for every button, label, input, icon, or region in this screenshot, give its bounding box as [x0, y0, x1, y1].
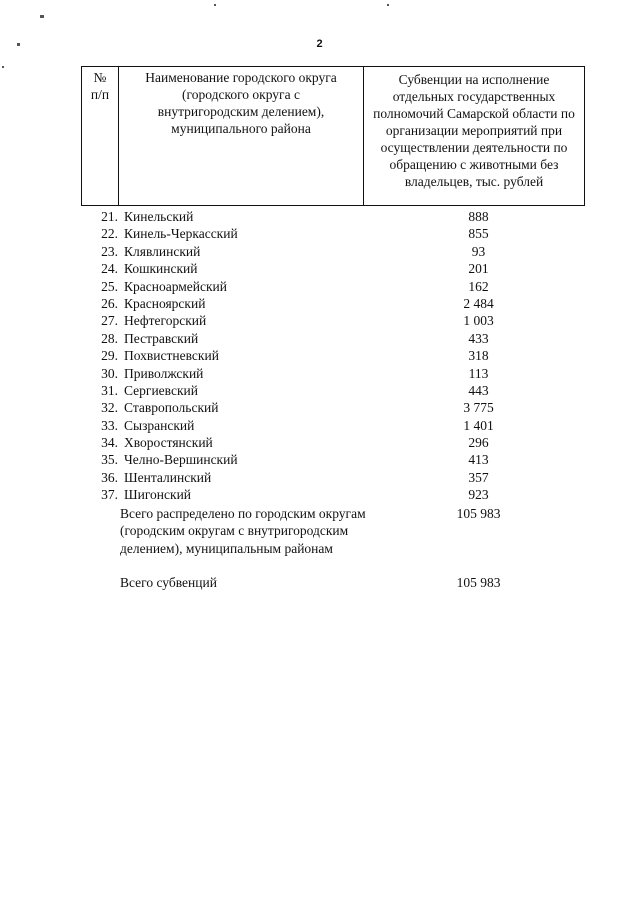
table-row [0, 486, 639, 503]
row-value: 2 484 [463, 295, 494, 311]
row-number: 31. [101, 382, 118, 398]
row-value: 923 [468, 487, 489, 503]
table-row [0, 451, 639, 468]
table-row [0, 208, 639, 225]
row-value: 1 003 [463, 313, 494, 329]
row-value: 443 [468, 382, 489, 398]
row-name: Приволжский [124, 365, 204, 381]
row-name: Шигонский [124, 487, 192, 503]
header-name: Наименование городского округа (городского округа с внутригородским делением), муниципального района [119, 67, 364, 206]
page-number: 2 [316, 38, 323, 50]
row-name: Сызранский [124, 417, 195, 433]
row-name: Красноярский [124, 295, 206, 311]
row-number: 36. [101, 469, 118, 485]
row-value: 1 401 [463, 417, 494, 433]
table-row [0, 347, 639, 364]
row-value: 318 [468, 348, 489, 364]
row-number: 37. [101, 487, 118, 503]
row-number: 25. [101, 278, 118, 294]
total-subventions-value: 105 983 [456, 575, 501, 590]
row-name: Клявлинский [124, 243, 201, 259]
row-value: 3 775 [463, 400, 494, 416]
row-number: 34. [101, 435, 118, 451]
row-value: 855 [468, 226, 489, 242]
row-name: Хворостянский [124, 435, 213, 451]
row-value: 357 [468, 469, 489, 485]
table-row [0, 434, 639, 451]
table-row [0, 399, 639, 416]
row-number: 29. [101, 348, 118, 364]
table-row [0, 295, 639, 312]
header-no: № п/п [82, 67, 119, 206]
row-number: 28. [101, 330, 118, 346]
table-row [0, 469, 639, 486]
scan-speck [2, 66, 4, 68]
table-row [0, 312, 639, 329]
table-row [0, 260, 639, 277]
scan-speck [17, 43, 20, 46]
table-header [81, 66, 585, 206]
row-name: Шенталинский [124, 469, 212, 485]
row-number: 27. [101, 313, 118, 329]
row-name: Челно-Вершинский [124, 452, 238, 468]
row-value: 296 [468, 435, 489, 451]
row-number: 35. [101, 452, 118, 468]
row-name: Красноармейский [124, 278, 228, 294]
row-value: 201 [468, 261, 489, 277]
row-number: 26. [101, 295, 118, 311]
table-row [0, 225, 639, 242]
row-value: 413 [468, 452, 489, 468]
row-value: 433 [468, 330, 489, 346]
row-name: Сергиевский [124, 382, 198, 398]
row-number: 33. [101, 417, 118, 433]
row-value: 162 [468, 278, 489, 294]
total-distributed-label: Всего распределено по городским округам (городским округам с внутригородским делением), муниципальным районам [120, 506, 366, 556]
row-number: 22. [101, 226, 118, 242]
row-number: 21. [101, 209, 118, 224]
table-body [0, 208, 639, 504]
row-number: 30. [101, 365, 118, 381]
scan-speck [40, 15, 44, 18]
row-number: 32. [101, 400, 118, 416]
row-number: 23. [101, 243, 118, 259]
scan-speck [387, 4, 389, 6]
table-row [0, 330, 639, 347]
table-row [0, 365, 639, 382]
header-subvention: Субвенции на исполнение отдельных государственных полномочий Самарской области по организации мероприятий при осуществлении деятельности по обращению с животными без владельцев, тыс. рублей [364, 67, 585, 206]
row-value: 113 [468, 365, 489, 381]
scan-speck [214, 4, 216, 6]
row-name: Кинель-Черкасский [124, 226, 238, 242]
row-name: Нефтегорский [124, 313, 207, 329]
table-row [0, 382, 639, 399]
total-subventions-label: Всего субвенций [120, 575, 217, 590]
row-name: Кошкинский [124, 261, 198, 277]
row-name: Пестравский [124, 330, 199, 346]
row-value: 888 [468, 209, 489, 224]
row-value: 93 [471, 243, 486, 259]
row-name: Кинельский [124, 209, 194, 224]
row-number: 24. [101, 261, 118, 277]
row-name: Ставропольский [124, 400, 219, 416]
total-distributed-value: 105 983 [456, 506, 501, 521]
table-row [0, 243, 639, 260]
table-row [0, 278, 639, 295]
row-name: Похвистневский [124, 348, 219, 364]
table-row [0, 417, 639, 434]
